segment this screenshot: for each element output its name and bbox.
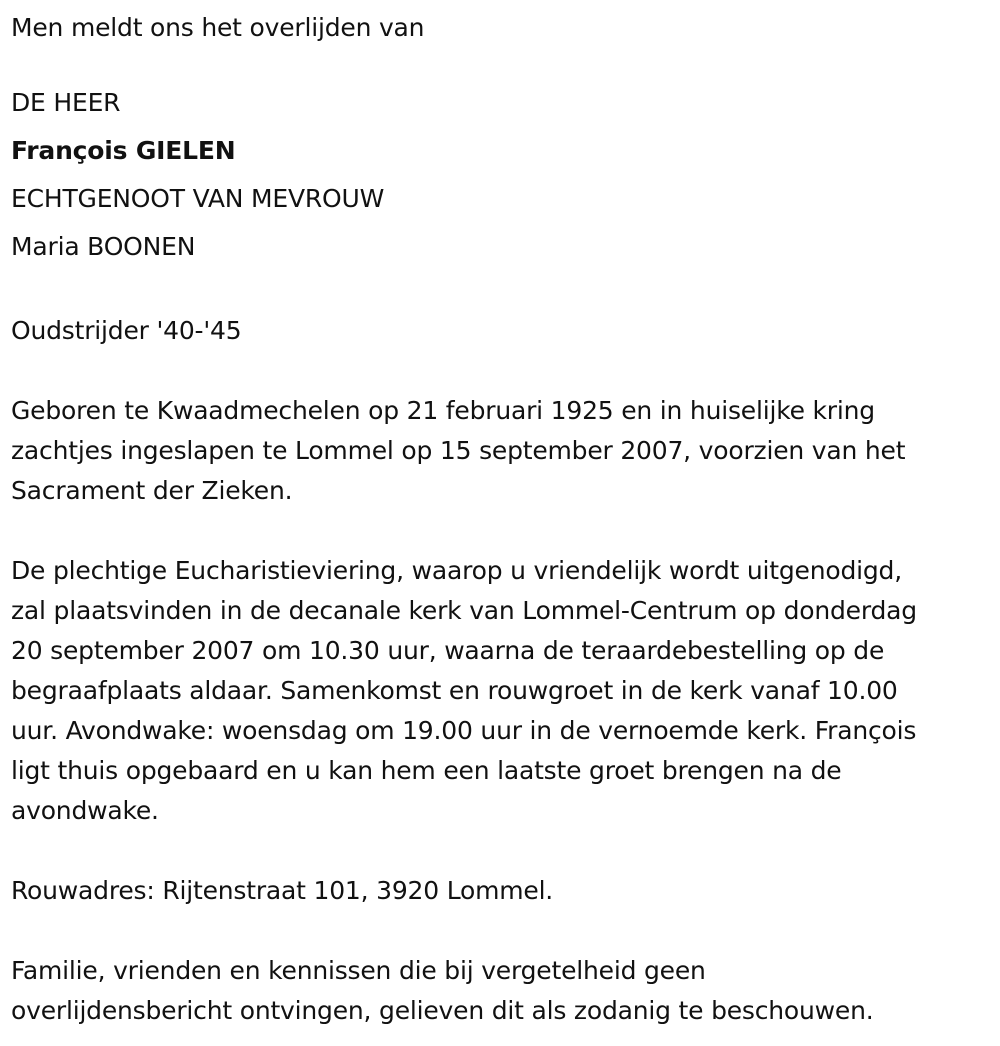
paragraph-line: De plechtige Eucharistieviering, waarop u vriendelijk wordt uitgenodigd, (11, 556, 902, 585)
paragraph-line: zal plaatsvinden in de decanale kerk van Lommel-Centrum op donderdag (11, 596, 917, 625)
veteran-note: Oudstrijder '40-'45 (11, 316, 242, 345)
deceased-name: François GIELEN (11, 136, 236, 165)
title-line: DE HEER (11, 88, 121, 117)
paragraph-line: avondwake. (11, 796, 159, 825)
ceremony-paragraph (11, 551, 991, 831)
paragraph-line: zachtjes ingeslapen te Lommel op 15 september 2007, voorzien van het (11, 436, 906, 465)
paragraph-line: Sacrament der Zieken. (11, 476, 293, 505)
closing-paragraph (11, 951, 991, 1031)
paragraph-line: 20 september 2007 om 10.30 uur, waarna de teraardebestelling op de (11, 636, 885, 665)
paragraph-line: ligt thuis opgebaard en u kan hem een laatste groet brengen na de (11, 756, 842, 785)
spouse-name: Maria BOONEN (11, 232, 196, 261)
mourning-address: Rouwadres: Rijtenstraat 101, 3920 Lommel. (11, 876, 554, 905)
paragraph-line: begraafplaats aldaar. Samenkomst en rouwgroet in de kerk vanaf 10.00 (11, 676, 898, 705)
spouse-label: ECHTGENOOT VAN MEVROUW (11, 184, 385, 213)
paragraph-line: Familie, vrienden en kennissen die bij vergetelheid geen (11, 956, 706, 985)
paragraph-line: uur. Avondwake: woensdag om 19.00 uur in de vernoemde kerk. François (11, 716, 917, 745)
death-notice (11, 8, 991, 1031)
deceased-header (11, 79, 991, 271)
birth-death-paragraph (11, 391, 991, 511)
paragraph-line: Geboren te Kwaadmechelen op 21 februari 1925 en in huiselijke kring (11, 396, 875, 425)
paragraph-line: overlijdensbericht ontvingen, gelieven dit als zodanig te beschouwen. (11, 996, 874, 1025)
intro-text: Men meldt ons het overlijden van (11, 13, 425, 42)
